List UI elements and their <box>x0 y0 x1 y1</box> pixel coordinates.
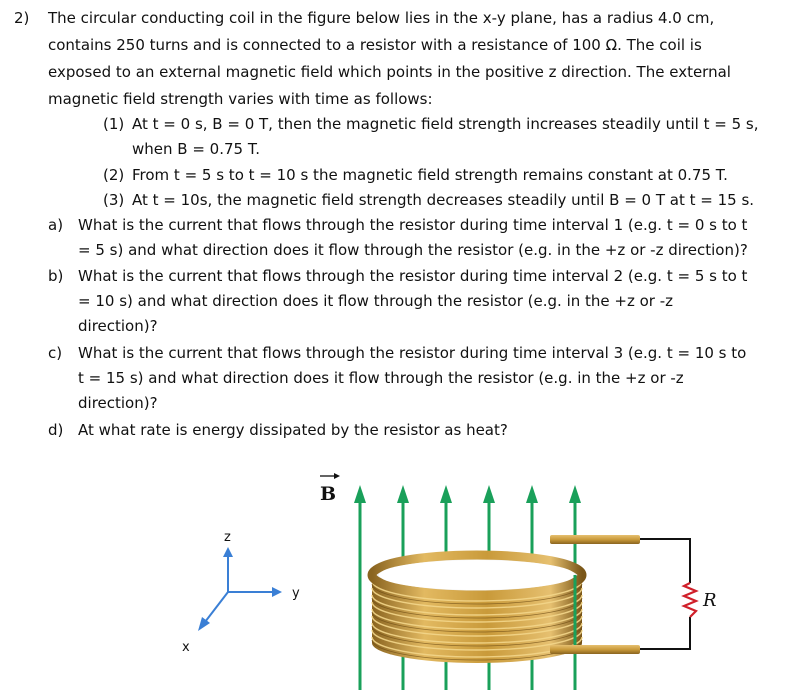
question-c-line-3: direction)? <box>78 394 158 412</box>
bottom-lead <box>550 645 640 654</box>
question-d-label: d) <box>48 421 64 439</box>
problem-number: 2) <box>14 9 30 27</box>
condition-1-line-2: when B = 0.75 T. <box>132 140 260 158</box>
question-d-line-1: At what rate is energy dissipated by the resistor as heat? <box>78 421 508 439</box>
field-label: B <box>320 483 337 505</box>
field-arrowhead-4 <box>483 485 495 503</box>
x-axis-label: x <box>182 640 190 655</box>
condition-2-line-1: From t = 5 s to t = 10 s the magnetic field strength remains constant at 0.75 T. <box>132 166 728 184</box>
field-arrowhead-5 <box>526 485 538 503</box>
question-b-line-2: = 10 s) and what direction does it flow through the resistor (e.g. in the +z or -z <box>78 292 674 310</box>
intro-line-1: The circular conducting coil in the figure below lies in the x-y plane, has a radius 4.0 cm, <box>48 9 715 27</box>
question-b-line-1: What is the current that flows through the resistor during time interval 2 (e.g. t = 5 s to t <box>78 267 748 285</box>
question-c-line-1: What is the current that flows through the resistor during time interval 3 (e.g. t = 10 s to <box>78 344 747 362</box>
condition-2-label: (2) <box>103 166 125 184</box>
coil-figure <box>150 455 717 690</box>
condition-1-line-1: At t = 0 s, B = 0 T, then the magnetic field strength increases steadily until t = 5 s, <box>132 115 759 133</box>
y-axis-label: y <box>292 586 300 601</box>
question-b-line-3: direction)? <box>78 317 158 335</box>
condition-3-line-1: At t = 10s, the magnetic field strength decreases steadily until B = 0 T at t = 15 s. <box>132 191 755 209</box>
question-c-label: c) <box>48 344 63 362</box>
y-axis-arrowhead <box>272 587 282 597</box>
wire-top <box>640 539 690 583</box>
x-axis <box>205 592 228 622</box>
question-b-label: b) <box>48 267 64 285</box>
field-arrowhead-3 <box>440 485 452 503</box>
axes <box>182 530 300 655</box>
question-a-line-1: What is the current that flows through the resistor during time interval 1 (e.g. t = 0 s to t <box>78 216 748 234</box>
condition-3-label: (3) <box>103 191 125 209</box>
question-a-label: a) <box>48 216 64 234</box>
field-vector-arrowhead <box>334 473 340 479</box>
wire-bottom <box>640 617 690 649</box>
intro-line-4: magnetic field strength varies with time as follows: <box>48 90 433 108</box>
circuit <box>640 539 690 649</box>
field-arrowheads <box>354 485 581 503</box>
coil-opening <box>379 560 575 590</box>
field-arrowhead-2 <box>397 485 409 503</box>
z-axis-arrowhead <box>223 547 233 557</box>
z-axis-label: z <box>224 530 231 545</box>
resistor-label: R <box>703 590 717 611</box>
question-c-line-2: t = 15 s) and what direction does it flow through the resistor (e.g. in the +z or -z <box>78 369 684 387</box>
intro-line-2: contains 250 turns and is connected to a resistor with a resistance of 100 Ω. The coil is <box>48 36 702 54</box>
field-arrowhead-6 <box>569 485 581 503</box>
field-arrowhead-1 <box>354 485 366 503</box>
intro-line-3: exposed to an external magnetic field which points in the positive z direction. The external <box>48 63 731 81</box>
top-lead <box>550 535 640 544</box>
question-a-line-2: = 5 s) and what direction does it flow through the resistor (e.g. in the +z or -z direction)? <box>78 241 748 259</box>
condition-1-label: (1) <box>103 115 125 133</box>
resistor <box>684 583 696 617</box>
